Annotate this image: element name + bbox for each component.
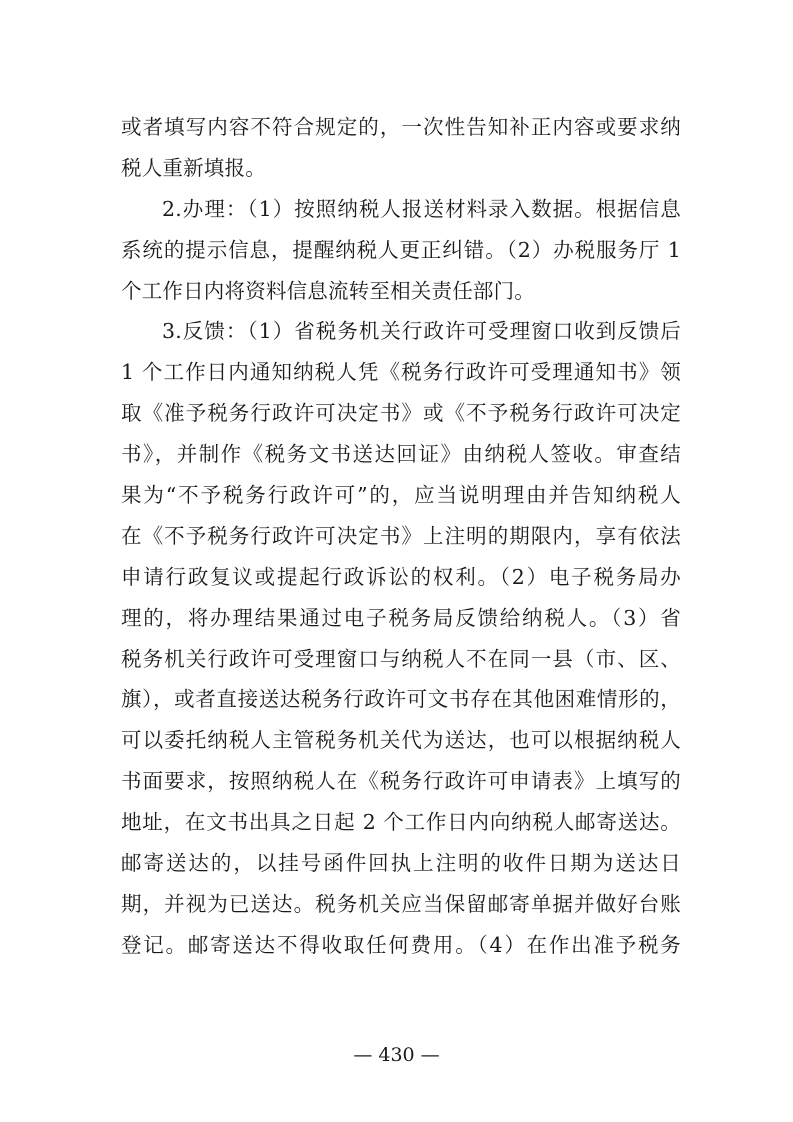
text-line: 或者填写内容不符合规定的，一次性告知补正内容或要求纳: [121, 115, 681, 139]
text-line: 申请行政复议或提起行政诉讼的权利。（2）电子税务局办: [121, 564, 681, 589]
text-line: 书面要求，按照纳税人在《税务行政许可申请表》上填写的: [121, 769, 681, 794]
text-line: 1 个工作日内通知纳税人凭《税务行政许可受理通知书》领: [121, 360, 681, 385]
text-line: 可以委托纳税人主管税务机关代为送达，也可以根据纳税人: [121, 728, 681, 753]
text-line: 系统的提示信息，提醒纳税人更正纠错。（2）办税服务厅 1: [121, 237, 681, 262]
text-line: 3.反馈：（1）省税务机关行政许可受理窗口收到反馈后: [162, 319, 681, 344]
text-line: 在《不予税务行政许可决定书》上注明的期限内，享有依法: [121, 523, 681, 548]
text-line: 2.办理：（1）按照纳税人报送材料录入数据。根据信息: [162, 196, 681, 221]
text-line: 取《准予税务行政许可决定书》或《不予税务行政许可决定: [121, 401, 681, 426]
text-line: 个工作日内将资料信息流转至相关责任部门。: [121, 278, 535, 303]
text-line: 书》，并制作《税务文书送达回证》由纳税人签收。审查结: [121, 442, 681, 467]
text-line: 旗），或者直接送达税务行政许可文书存在其他困难情形的，: [121, 687, 681, 712]
text-line: 果为“不予税务行政许可”的，应当说明理由并告知纳税人: [121, 483, 681, 508]
text-line: 理的，将办理结果通过电子税务局反馈给纳税人。（3）省: [121, 605, 681, 630]
page-number: — 430 —: [353, 1044, 440, 1066]
text-line: 登记。邮寄送达不得收取任何费用。（4）在作出准予税务: [121, 932, 681, 957]
text-line: 地址，在文书出具之日起 2 个工作日内向纳税人邮寄送达。: [121, 810, 681, 835]
text-line: 税务机关行政许可受理窗口与纳税人不在同一县（市、区、: [121, 646, 681, 671]
body-text: [121, 107, 681, 966]
text-line: 邮寄送达的，以挂号函件回执上注明的收件日期为送达日: [121, 851, 681, 876]
text-line: 税人重新填报。: [121, 155, 266, 180]
text-line: 期，并视为已送达。税务机关应当保留邮寄单据并做好台账: [121, 891, 681, 916]
